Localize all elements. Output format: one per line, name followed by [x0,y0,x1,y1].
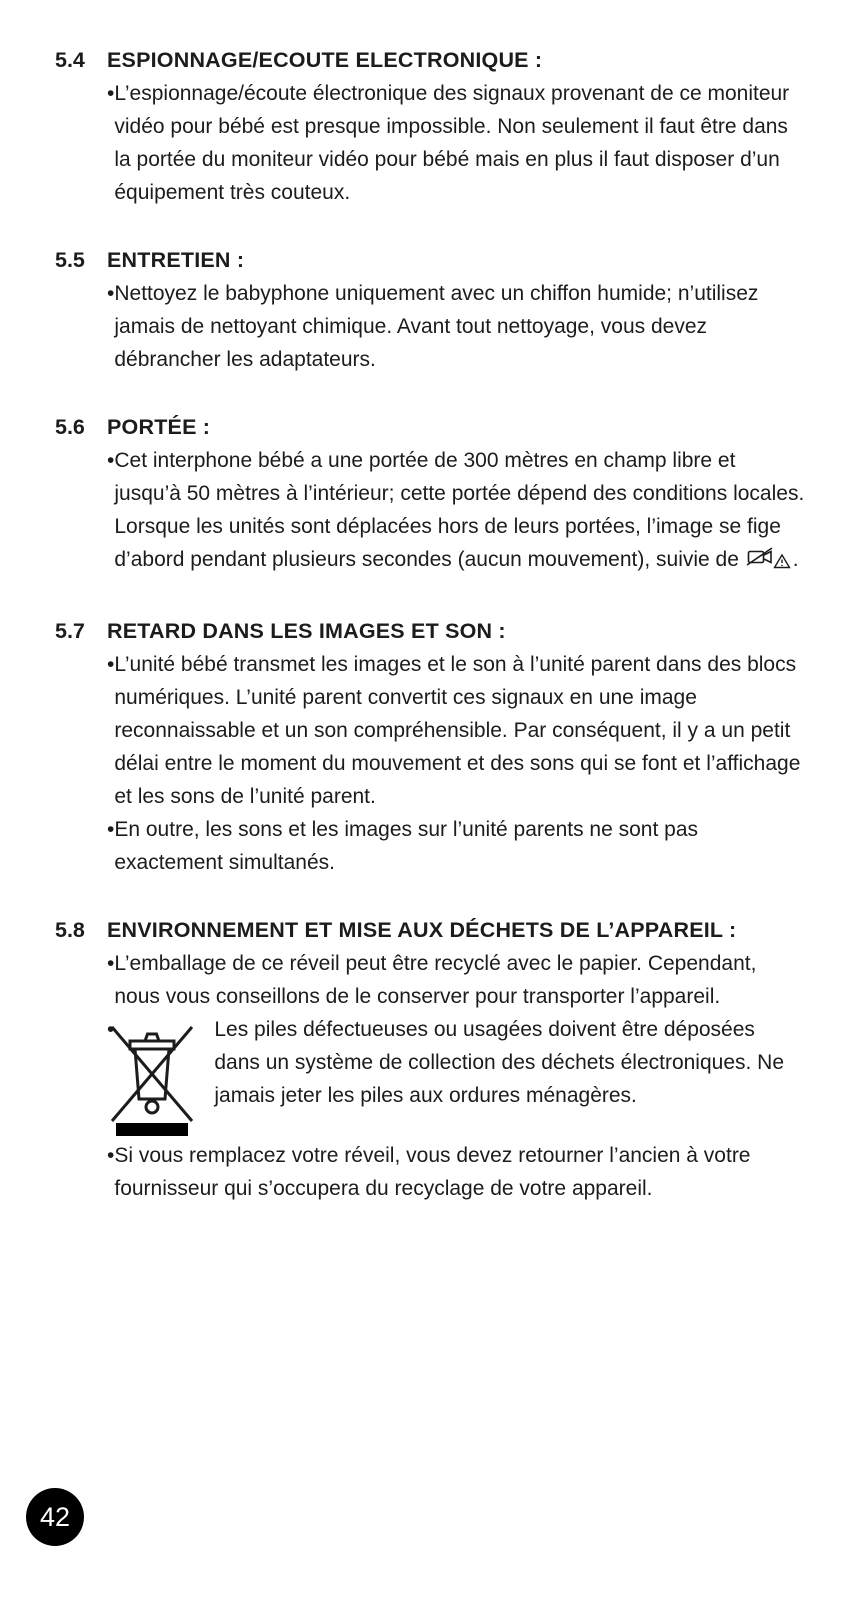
list-item [55,277,805,376]
section-title: PORTÉE : [107,415,211,439]
bullet-marker: • [107,449,115,472]
section-5-8 [55,914,805,1205]
bullet-marker: • [107,1144,115,1167]
bullet-marker: • [107,818,115,841]
section-heading [55,411,805,444]
list-item [55,813,805,879]
section-heading [55,44,805,77]
section-number: 5.5 [55,248,85,272]
list-item [55,648,805,813]
no-video-warning-icon [746,544,792,580]
bullet-text: Si vous remplacez votre réveil, vous devez retourner l’ancien à votre fournisseur qui s’occupera du recyclage de votre appareil. [114,1144,751,1200]
bullet-list [55,77,805,209]
bullet-text: Nettoyez le babyphone uniquement avec un chiffon humide; n’utilisez jamais de nettoyant chimique. Avant tout nettoyage, vous devez débrancher les adaptateurs. [114,282,759,371]
page-number-badge [26,1488,84,1546]
bullet-text [114,1013,805,1139]
page-number: 42 [39,1501,71,1532]
bullet-marker: • [107,1018,115,1041]
section-number: 5.6 [55,415,85,439]
section-5-7 [55,615,805,879]
bullet-list [55,277,805,376]
bullet-text-suffix: . [792,548,799,571]
section-title: ENVIRONNEMENT ET MISE AUX DÉCHETS DE L’APPAREIL : [107,918,737,942]
bullet-list [55,444,805,580]
list-item [55,1139,805,1205]
bullet-text: L’espionnage/écoute électronique des signaux provenant de ce moniteur vidéo pour bébé est presque impossible. Non seulement il faut être dans la portée du moniteur vidéo pour bébé mais en plus il faut disposer d’un équipement très couteux. [114,82,790,204]
section-title: ESPIONNAGE/ECOUTE ELECTRONIQUE : [107,48,543,72]
bullet-text: L’unité bébé transmet les images et le son à l’unité parent dans des blocs numériques. L’unité parent convertit ces signaux en une image reconnaissable et un son compréhensible. Par conséquent, il y a un petit délai entre le moment du mouvement et des sons qui se font et l’affichage et les sons de l’unité parent. [114,653,801,808]
bullet-marker: • [107,952,115,975]
list-item [55,77,805,209]
list-item [55,947,805,1013]
section-heading [55,615,805,648]
section-number: 5.8 [55,918,85,942]
bullet-text: En outre, les sons et les images sur l’unité parents ne sont pas exactement simultanés. [114,818,699,874]
list-item [55,1013,805,1139]
section-5-5 [55,244,805,376]
bullet-marker: • [107,82,115,105]
section-title: ENTRETIEN : [107,248,245,272]
bullet-text-main: Cet interphone bébé a une portée de 300 mètres en champ libre et jusqu’à 50 mètres à l’intérieur; cette portée dépend des conditions locales. Lorsque les unités sont déplacées hors de leurs portées, l’image se fige d’abord pendant plusieurs secondes (aucun mouvement), suivie de [114,449,805,571]
bullet-text [114,444,805,580]
section-title: RETARD DANS LES IMAGES ET SON : [107,619,506,643]
list-item [55,444,805,580]
bullet-list [55,648,805,879]
section-number: 5.7 [55,619,85,643]
section-number: 5.4 [55,48,85,72]
section-heading [55,914,805,947]
bullet-list [55,947,805,1205]
bullet-marker: • [107,282,115,305]
bullet-marker: • [107,653,115,676]
bullet-text-main: Les piles défectueuses ou usagées doivent être déposées dans un système de collection des déchets électroniques. Ne jamais jeter les piles aux ordures ménagères. [214,1018,785,1107]
section-heading [55,244,805,277]
section-5-4 [55,44,805,209]
weee-crossed-out-bin-icon [106,1015,198,1139]
section-5-6 [55,411,805,580]
bullet-text: L’emballage de ce réveil peut être recyclé avec le papier. Cependant, nous vous conseillons de le conserver pour transporter l’appareil. [114,952,757,1008]
